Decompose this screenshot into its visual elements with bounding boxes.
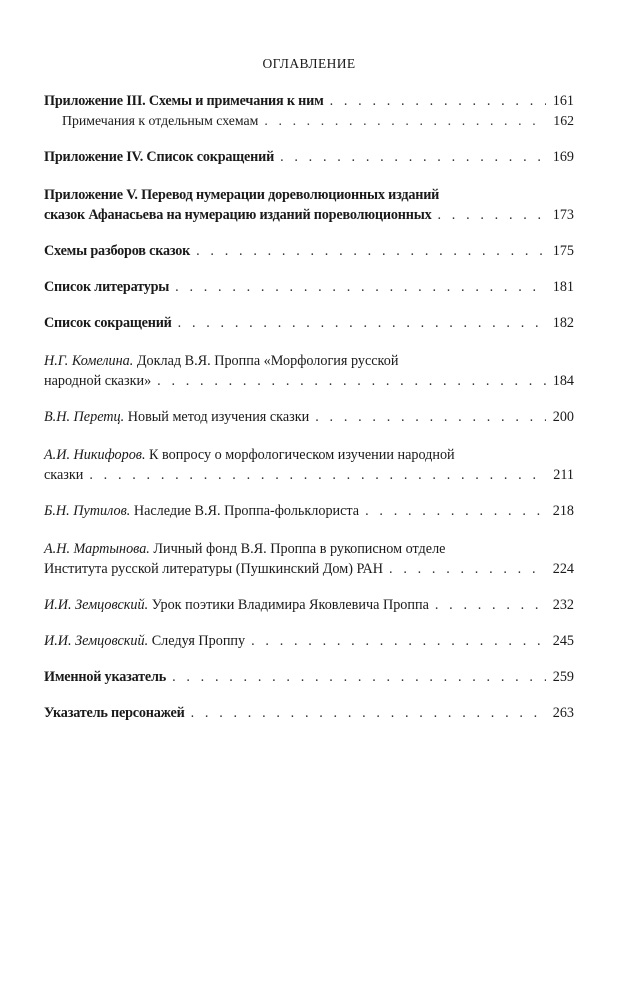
entry-title-line: сказки (44, 467, 84, 483)
toc-list (44, 91, 574, 723)
dot-leader (89, 465, 546, 485)
entry-title-line: сказок Афанасьева на нумерацию изданий пореволюционных (44, 207, 432, 223)
toc-entry (44, 703, 574, 723)
dot-leader (389, 559, 546, 579)
dot-leader (251, 631, 546, 651)
dot-leader (191, 703, 546, 723)
toc-entry (44, 147, 574, 167)
dot-leader (172, 667, 546, 687)
toc-entry (44, 539, 574, 579)
dot-leader (196, 241, 546, 261)
dot-leader (435, 595, 546, 615)
page-number: 224 (552, 561, 574, 577)
dot-leader (280, 147, 546, 167)
toc-heading: ОГЛАВЛЕНИЕ (262, 56, 356, 71)
entry-title: Наследие В.Я. Проппа-фольклориста (133, 503, 360, 519)
entry-title-line: Института русской литературы (Пушкинский Дом) РАН (44, 561, 384, 577)
entry-title: Схемы разборов сказок (44, 243, 191, 259)
entry-author: И.И. Земцовский. (44, 633, 149, 649)
entry-title: Приложение IV. Список сокращений (44, 149, 275, 165)
entry-title: Личный фонд В.Я. Проппа в рукописном отделе (153, 541, 446, 557)
dot-leader (157, 371, 546, 391)
entry-author: Б.Н. Путилов. (44, 503, 131, 519)
entry-author: В.Н. Перетц. (44, 409, 125, 425)
entry-title: Список сокращений (44, 315, 172, 331)
dot-leader (264, 111, 546, 131)
toc-entry (44, 407, 574, 427)
toc-entry (44, 595, 574, 615)
page-number: 245 (552, 633, 574, 649)
page-number: 232 (552, 597, 574, 613)
page-number: 173 (552, 207, 574, 223)
toc-entry (44, 351, 574, 391)
page-number: 184 (552, 373, 574, 389)
entry-author: И.И. Земцовский. (44, 597, 149, 613)
entry-title: Новый метод изучения сказки (127, 409, 310, 425)
toc-entry (44, 631, 574, 651)
page-number: 162 (553, 113, 574, 128)
toc-entry (44, 313, 574, 333)
entry-title: Список литературы (44, 279, 170, 295)
toc-entry (44, 241, 574, 261)
entry-title-line (44, 445, 574, 465)
page-number: 211 (553, 467, 574, 483)
toc-entry (44, 91, 574, 111)
entry-title: Примечания к отдельным схемам (62, 113, 259, 128)
dot-leader (365, 501, 546, 521)
page-number: 263 (552, 705, 574, 721)
page-number: 175 (552, 243, 574, 259)
toc-entry (44, 277, 574, 297)
entry-title: Приложение III. Схемы и примечания к ним (44, 93, 324, 109)
entry-title: К вопросу о морфологическом изучении народной (149, 447, 455, 463)
toc-entry (44, 185, 574, 225)
toc-entry (44, 501, 574, 521)
entry-title: Именной указатель (44, 669, 167, 685)
entry-author: А.И. Никифоров. (44, 447, 146, 463)
entry-title: Урок поэтики Владимира Яковлевича Проппа (151, 597, 429, 613)
entry-title-line: народной сказки» (44, 373, 152, 389)
entry-title-line (44, 539, 574, 559)
page-number: 161 (552, 93, 574, 109)
entry-title: Указатель персонажей (44, 705, 185, 721)
entry-title: Следуя Проппу (151, 633, 246, 649)
dot-leader (315, 407, 546, 427)
page-number: 181 (552, 279, 574, 295)
dot-leader (178, 313, 546, 333)
toc-entry (44, 667, 574, 687)
entry-title-line: Приложение V. Перевод нумерации дореволюционных изданий (44, 187, 440, 203)
entry-title-line (44, 351, 574, 371)
toc-entry (44, 445, 574, 485)
toc-page (44, 56, 574, 723)
entry-author: А.Н. Мартынова. (44, 541, 150, 557)
page-number: 169 (552, 149, 574, 165)
page-number: 218 (552, 503, 574, 519)
dot-leader (330, 91, 546, 111)
dot-leader (438, 205, 547, 225)
entry-title: Доклад В.Я. Проппа «Морфология русской (136, 353, 399, 369)
page-number: 200 (552, 409, 574, 425)
page-number: 259 (552, 669, 574, 685)
page-number: 182 (552, 315, 574, 331)
entry-author: Н.Г. Комелина. (44, 353, 134, 369)
dot-leader (175, 277, 546, 297)
toc-subentry (44, 111, 574, 131)
